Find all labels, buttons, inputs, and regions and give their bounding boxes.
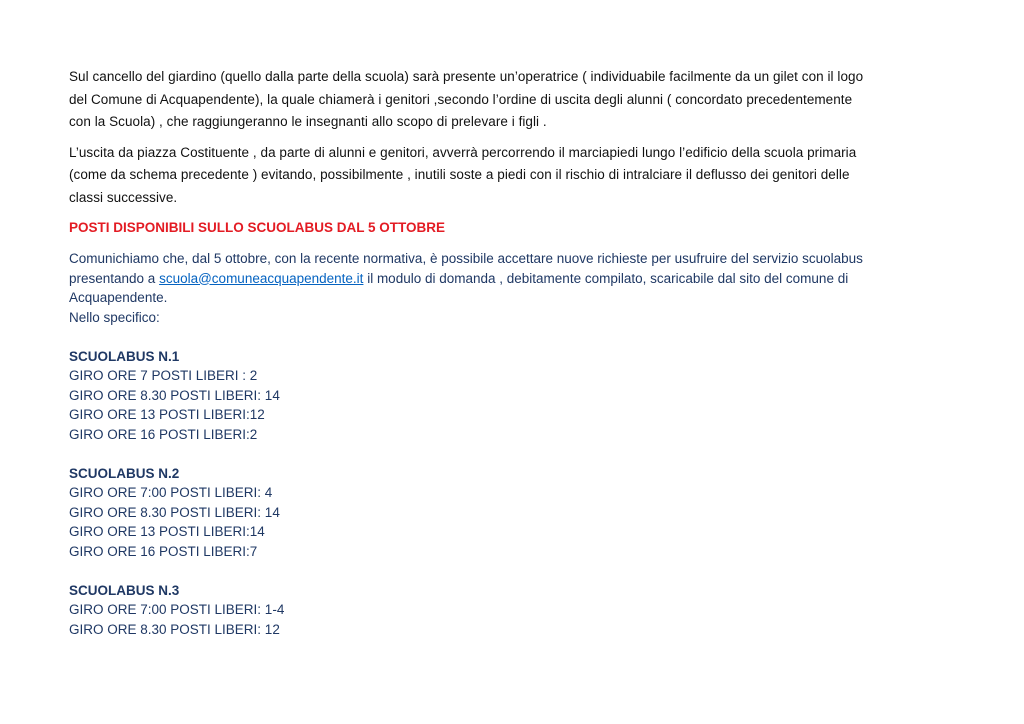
bus-row: GIRO ORE 16 POSTI LIBERI:2 (69, 426, 258, 442)
bus-row: GIRO ORE 7:00 POSTI LIBERI: 1-4 (69, 602, 285, 617)
notice-line: Nello specifico: (69, 309, 160, 325)
bus-row: GIRO ORE 8.30 POSTI LIBERI: 14 (69, 504, 280, 520)
notice-line: Comunichiamo che, dal 5 ottobre, con la recente normativa, è possibile accettare nuove richieste per usufruire del servizio scuolabus (69, 251, 863, 266)
bus-row: GIRO ORE 8.30 POSTI LIBERI: 14 (69, 387, 280, 403)
paragraph-line: classi successive. (69, 189, 178, 205)
bus-row: GIRO ORE 7 POSTI LIBERI : 2 (69, 368, 258, 383)
bus-title: SCUOLABUS N.2 (69, 465, 180, 481)
bus-title: SCUOLABUS N.3 (69, 582, 180, 598)
notice-line: Acquapendente. (69, 290, 168, 305)
bus-row: GIRO ORE 7:00 POSTI LIBERI: 4 (69, 485, 273, 500)
notice-line (69, 269, 959, 289)
paragraph-exit-route (69, 142, 959, 210)
bus-title: SCUOLABUS N.1 (69, 348, 180, 364)
spacer (69, 327, 959, 347)
bus-row: GIRO ORE 13 POSTI LIBERI:14 (69, 524, 265, 539)
notice-text: presentando a (69, 270, 160, 286)
bus-block-1 (69, 347, 959, 445)
bus-row: GIRO ORE 13 POSTI LIBERI:12 (69, 407, 265, 422)
bus-row: GIRO ORE 8.30 POSTI LIBERI: 12 (69, 621, 280, 637)
paragraph-line: del Comune di Acquapendente), la quale chiamerà i genitori ,secondo l’ordine di uscita degli alunni ( concordato precedentemente (69, 91, 853, 107)
document-content (69, 66, 959, 639)
bus-block-3 (69, 581, 959, 640)
paragraph-line: con la Scuola) , che raggiungeranno le insegnanti allo scopo di prelevare i figli . (69, 114, 547, 129)
spacer (69, 561, 959, 581)
notice-text: il modulo di domanda , debitamente compilato, scaricabile dal sito del comune di (363, 270, 849, 286)
bus-block-2 (69, 464, 959, 562)
paragraph-line: Sul cancello del giardino (quello dalla parte della scuola) sarà presente un’operatrice ( individuabile facilmente da un gilet con il logo (69, 69, 864, 84)
spacer (69, 444, 959, 464)
paragraph-gate-operator (69, 66, 959, 134)
paragraph-line: (come da schema precedente ) evitando, possibilmente , inutili soste a piedi con il rischio di intralciare il deflusso dei genitori delle (69, 167, 850, 182)
bus-row: GIRO ORE 16 POSTI LIBERI:7 (69, 543, 258, 559)
section-heading: POSTI DISPONIBILI SULLO SCUOLABUS DAL 5 OTTOBRE (69, 220, 446, 235)
paragraph-line: L’uscita da piazza Costituente , da parte di alunni e genitori, avverrà percorrendo il marciapiedi lungo l’edificio della scuola primaria (69, 144, 857, 160)
email-link[interactable]: scuola@comuneacquapendente.it (159, 270, 364, 286)
scuolabus-notice (69, 249, 959, 327)
